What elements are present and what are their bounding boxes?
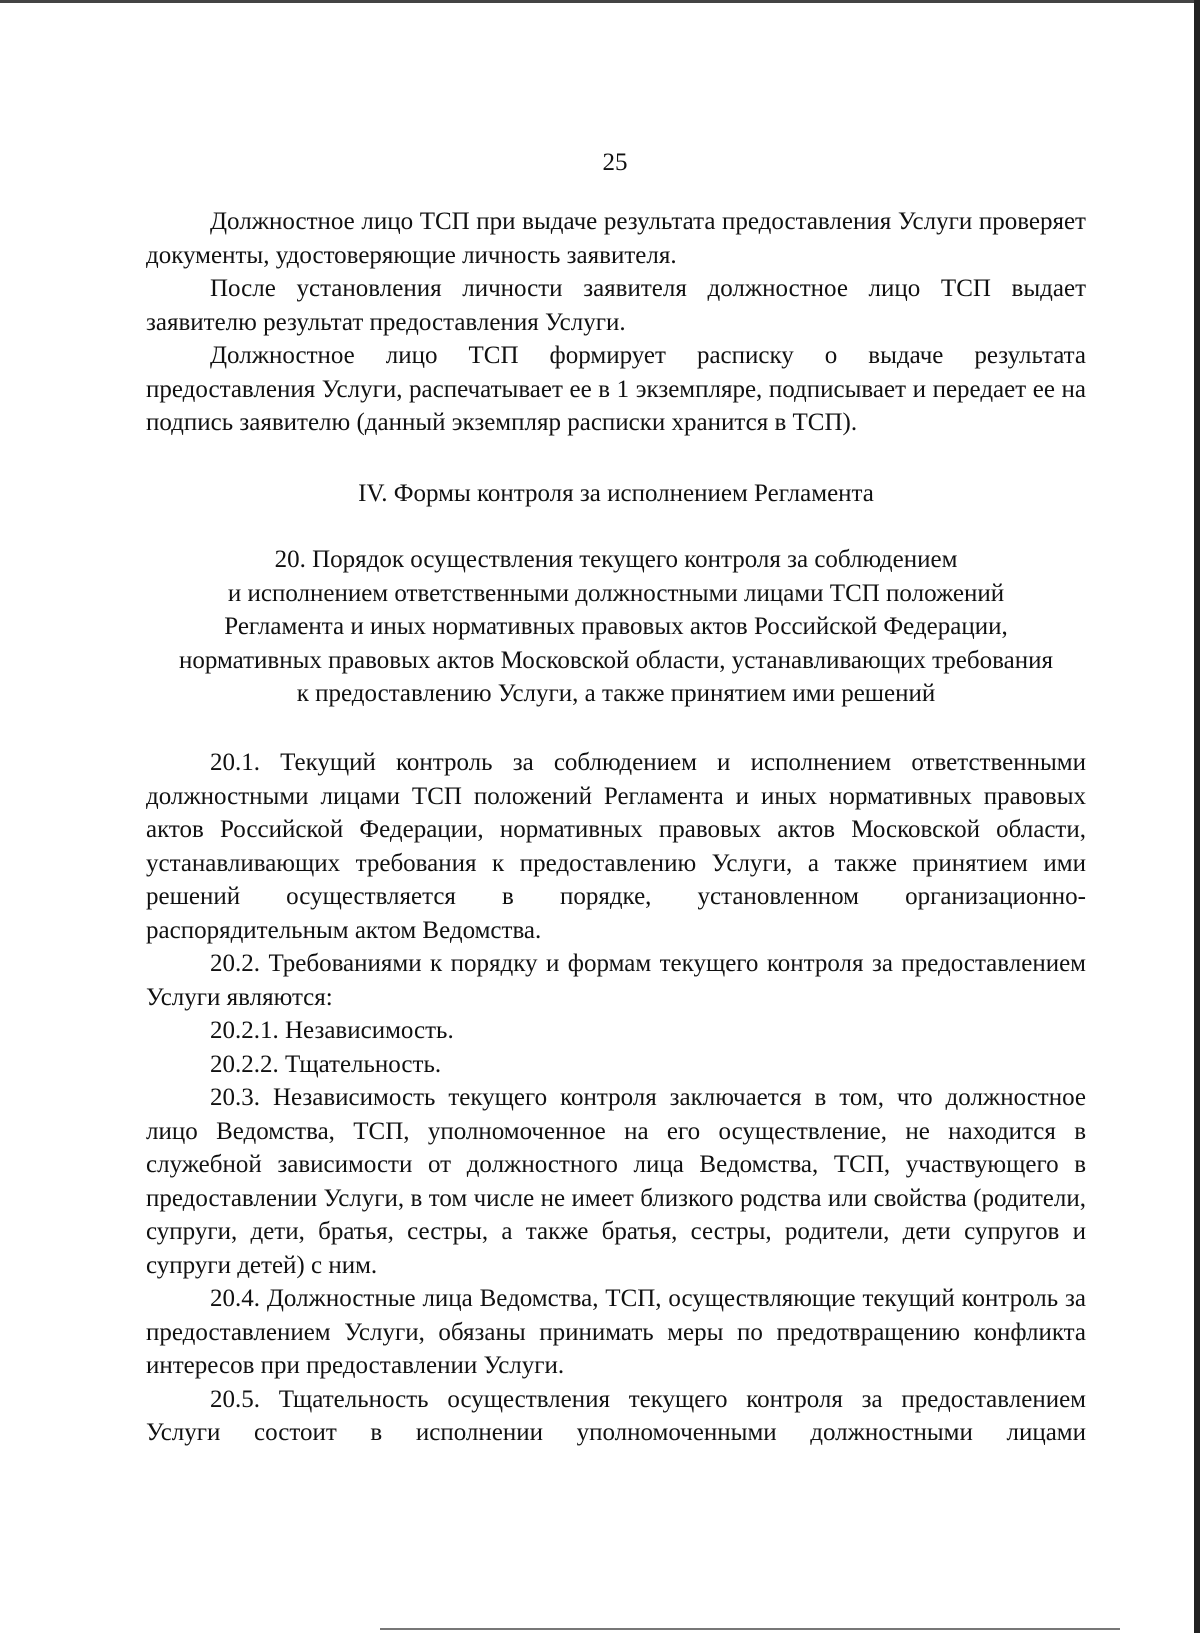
- intro-paragraph-3: Должностное лицо ТСП формирует расписку о выдаче результата предоставления Услуги, распечатывает ее в 1 экземпляре, подписывает и передает ее на подпись заявителю (данный экземпляр расписки хранится в ТСП).: [146, 342, 1086, 436]
- paragraph-20-2-2: 20.2.2. Тщательность.: [210, 1050, 442, 1078]
- paragraph-20-2-1: 20.2.1. Независимость.: [210, 1017, 454, 1044]
- scan-edge-top: [0, 0, 1200, 3]
- body-block: [146, 746, 1086, 1450]
- paragraph-20-2: 20.2. Требованиями к порядку и формам текущего контроля за предоставлением Услуги являются:: [146, 950, 1086, 1011]
- paragraph-20-4: 20.4. Должностные лица Ведомства, ТСП, осуществляющие текущий контроль за предоставлением Услуги, обязаны принимать меры по предотвращению конфликта интересов при предоставлении Услуги.: [146, 1285, 1086, 1379]
- subsection-heading-line-4: нормативных правовых актов Московской области, устанавливающих требования: [179, 646, 1053, 674]
- paragraph-20-5: 20.5. Тщательность осуществления текущего контроля за предоставлением Услуги состоит в исполнении уполномоченными должностными лицами: [146, 1385, 1086, 1446]
- intro-block: [146, 205, 1086, 440]
- subsection-heading-line-2: и исполнением ответственными должностными лицами ТСП положений: [227, 579, 1005, 607]
- intro-paragraph-1: Должностное лицо ТСП при выдаче результата предоставления Услуги проверяет документы, удостоверяющие личность заявителя.: [146, 208, 1086, 269]
- section-heading: IV. Формы контроля за исполнением Регламента: [358, 480, 874, 507]
- subsection-heading-line-3: Регламента и иных нормативных правовых актов Российской Федерации,: [224, 613, 1008, 640]
- subsection-heading-line-5: к предоставлению Услуги, а также принятием ими решений: [296, 680, 936, 707]
- intro-paragraph-2: После установления личности заявителя должностное лицо ТСП выдает заявителю результат предоставления Услуги.: [146, 275, 1086, 336]
- subsection-heading: [146, 543, 1086, 711]
- paragraph-20-1: 20.1. Текущий контроль за соблюдением и исполнением ответственными должностными лицами ТСП положений Регламента и иных нормативных правовых актов Российской Федерации, нормативных правовых актов Московской области, устанавливающих требования к предоставлению Услуги, а также принятием ими решений осуществляется в порядке, установленном организационно-распорядительным актом Ведомства.: [146, 749, 1086, 944]
- paragraph-20-3: 20.3. Независимость текущего контроля заключается в том, что должностное лицо Ведомства, ТСП, уполномоченное на его осуществление, не находится в служебной зависимости от должностного лица Ведомства, ТСП, участвующего в предоставлении Услуги, в том числе не имеет близкого родства или свойства (родители, супруги, дети, братья, сестры, а также братья, сестры, родители, дети супругов и супруги детей) с ним.: [146, 1084, 1086, 1279]
- scan-edge-right: [1194, 0, 1200, 1633]
- page-bottom-edge: [380, 1628, 1120, 1630]
- subsection-heading-line-1: 20. Порядок осуществления текущего контроля за соблюдением: [274, 546, 958, 573]
- page-number: 25: [602, 149, 628, 176]
